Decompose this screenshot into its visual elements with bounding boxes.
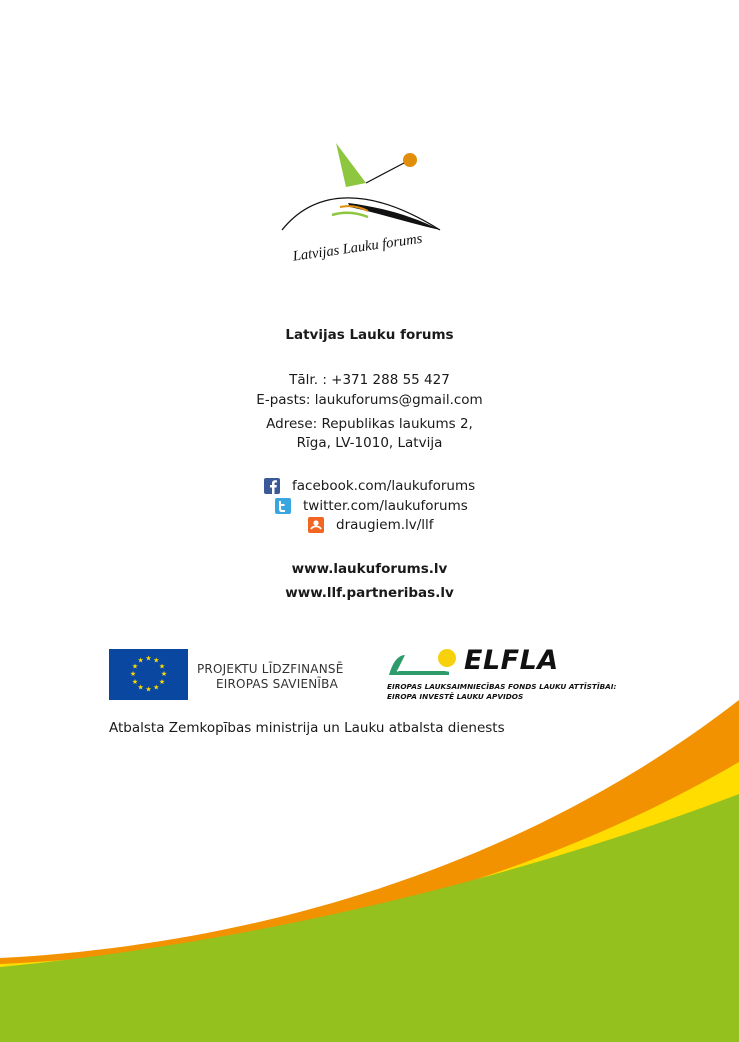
eu-cofinance-text [197,662,344,692]
svg-text:★: ★ [131,677,139,686]
phone-line: Tālr. : +371 288 55 427 [289,372,450,388]
llf-logo [270,135,470,265]
logo-wordmark: Latvijas Lauku forums [291,230,424,265]
svg-text:★: ★ [160,670,168,679]
twitter-link[interactable] [275,497,468,515]
draugiem-icon [308,517,324,533]
draugiem-label: draugiem.lv/llf [336,517,434,533]
org-name: Latvijas Lauku forums [285,327,454,343]
draugiem-link[interactable] [308,516,434,534]
support-statement: Atbalsta Zemkopības ministrija un Lauku atbalsta dienests [109,720,505,736]
twitter-icon [275,498,291,514]
elfla-subtitle-line-2: EIROPA INVESTĒ LAUKU APVIDOS [387,691,524,701]
svg-text:★: ★ [153,656,160,665]
svg-text:★: ★ [153,683,160,692]
eu-text-line-2: EIROPAS SAVIENĪBA [216,677,338,691]
facebook-icon [264,478,280,494]
address-line-1: Adrese: Republikas laukums 2, [266,416,473,432]
svg-text:★: ★ [158,662,166,671]
logo-green-leaf [336,143,366,187]
website-primary-link[interactable]: www.laukuforums.lv [291,561,448,577]
facebook-label: facebook.com/laukuforums [292,478,476,494]
eu-text-line-1: PROJEKTU LĪDZFINANSĒ [197,662,344,676]
facebook-link[interactable] [264,477,475,495]
svg-text:★: ★ [145,685,152,694]
decorative-waves [0,690,739,1042]
svg-text:★: ★ [131,662,139,671]
elfla-logo-mark [387,647,467,679]
logo-sun-dot [403,153,417,167]
svg-text:★: ★ [145,654,152,663]
email-line: E-pasts: laukuforums@gmail.com [256,392,483,408]
address-line-2: Rīga, LV-1010, Latvija [296,435,443,451]
website-secondary-link[interactable]: www.llf.partneribas.lv [285,585,454,601]
twitter-label: twitter.com/laukuforums [303,498,468,514]
svg-text:★: ★ [137,656,144,665]
svg-text:★: ★ [158,677,166,686]
elfla-wordmark: ELFLA [464,645,559,676]
elfla-subtitle-line-1: EIROPAS LAUKSAIMNIECĪBAS FONDS LAUKU ATTĪSTĪBAI: [387,682,617,691]
svg-text:★: ★ [129,670,137,679]
eu-stars [130,655,167,694]
svg-text:★: ★ [137,683,144,692]
